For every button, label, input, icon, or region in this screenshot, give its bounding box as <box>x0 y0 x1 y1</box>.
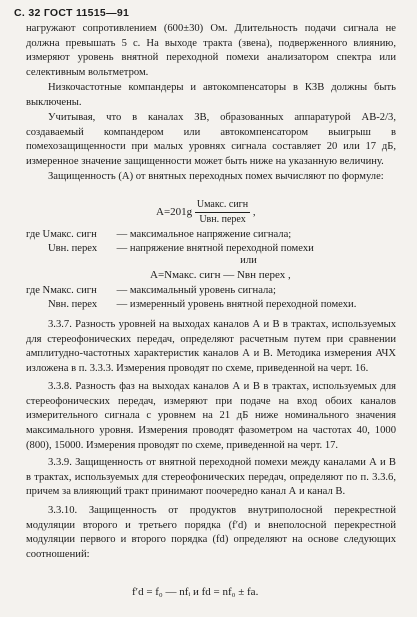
definition-text: — максимальное напряжение сигнала; <box>116 229 292 240</box>
definition-label: Nвн. перех <box>48 299 98 310</box>
definition-n-max <box>26 284 396 298</box>
definition-text: — напряжение внятной переходной помехи <box>116 243 314 254</box>
paragraph-3-3-7: 3.3.7. Разность уровней на выходах каналов А и В в трактах, используемых для стереофонических передач, определяют расчетным путем при сравнении амплитудно-частотных характеристик каналов А и В. Методика измерения АЧХ изложена в п. 3.3.3. Измерения проводят по схеме, приведенной на черт. 16. <box>26 319 396 375</box>
definition-u-max <box>26 228 396 242</box>
paragraph-3-3-10: 3.3.10. Защищенность от продуктов внутриполосной перекрестной модуляции второго и третьего порядка (f′d) и внеполосной перекрестной модуляции первого и второго порядка (fd) определяют на основе следующих соотношений: <box>26 505 396 561</box>
formula-fraction <box>195 198 250 227</box>
paragraph-2: Низкочастотные компандеры и автокомпенсаторы в КЗВ должны быть выключены. <box>26 82 396 108</box>
or-word: или <box>240 255 257 266</box>
paragraph-3-3-8: 3.3.8. Разность фаз на выходах каналов А и В в трактах, используемых для стереофонических передач, измеряют при подаче на вход обоих каналов измерительного сигнала с уровнем на 21 дБ ниже номинального значения максимального уровня. Измерения проводят фазометром на частотах 40, 1000 (800), 15000. Измерения проводят по схеме, приведенной на черт. 17. <box>26 381 396 451</box>
paragraph-3-3-9: 3.3.9. Защищенность от внятной переходной помехи между каналами А и В в трактах, используемых для стереофонических передач, определяют по п. 3.3.6, причем за влияющий тракт принимают поочередно канал А и канал В. <box>26 457 396 498</box>
formula-tail: , <box>252 206 256 219</box>
formula-modulation: f′d = f₀ — nfᵢ и fd = nf₀ ± fa. <box>132 586 259 598</box>
definition-label: где Uмакс. сигн <box>26 229 97 240</box>
definition-label: где Nмакс. сигн <box>26 285 97 296</box>
formula-numerator: Uмакс. сигн <box>195 198 250 213</box>
definition-text: — измеренный уровень внятной переходной помехи. <box>116 299 357 310</box>
formula-protection-n: A=Nмакс. сигн — Nвн перех , <box>150 269 291 281</box>
formula-lhs: A=201g <box>156 206 193 219</box>
paragraph-4: Защищенность (А) от внятных переходных помех вычисляют по формуле: <box>48 171 384 182</box>
definition-label: Uвн. перех <box>48 243 98 254</box>
definition-u-noise <box>26 242 396 256</box>
formula-denominator: Uвн. перех <box>199 214 246 225</box>
paragraph-3: Учитывая, что в каналах ЗВ, образованных аппаратурой АВ-2/3, создаваемый компандером или автокомпенсатором выигрыш в помехозащищенности при малых уровнях сигнала составляет 20 или 17 дБ, измеренное значение защищенности может быть ниже на указанную величину. <box>26 112 396 168</box>
formula-protection-a <box>156 198 256 227</box>
paragraph-1: нагружают сопротивлением (600±30) Ом. Длительность подачи сигнала не должна превышать 5 с. На выходе тракта (звена), подверженного влиянию, измеряют уровень внятной переходной помехи анализатором спектра или селективным вольтметром. <box>26 23 396 79</box>
definition-text: — максимальный уровень сигнала; <box>116 285 276 296</box>
page-header: С. 32 ГОСТ 11515—91 <box>14 7 130 19</box>
definition-n-noise <box>26 298 396 312</box>
